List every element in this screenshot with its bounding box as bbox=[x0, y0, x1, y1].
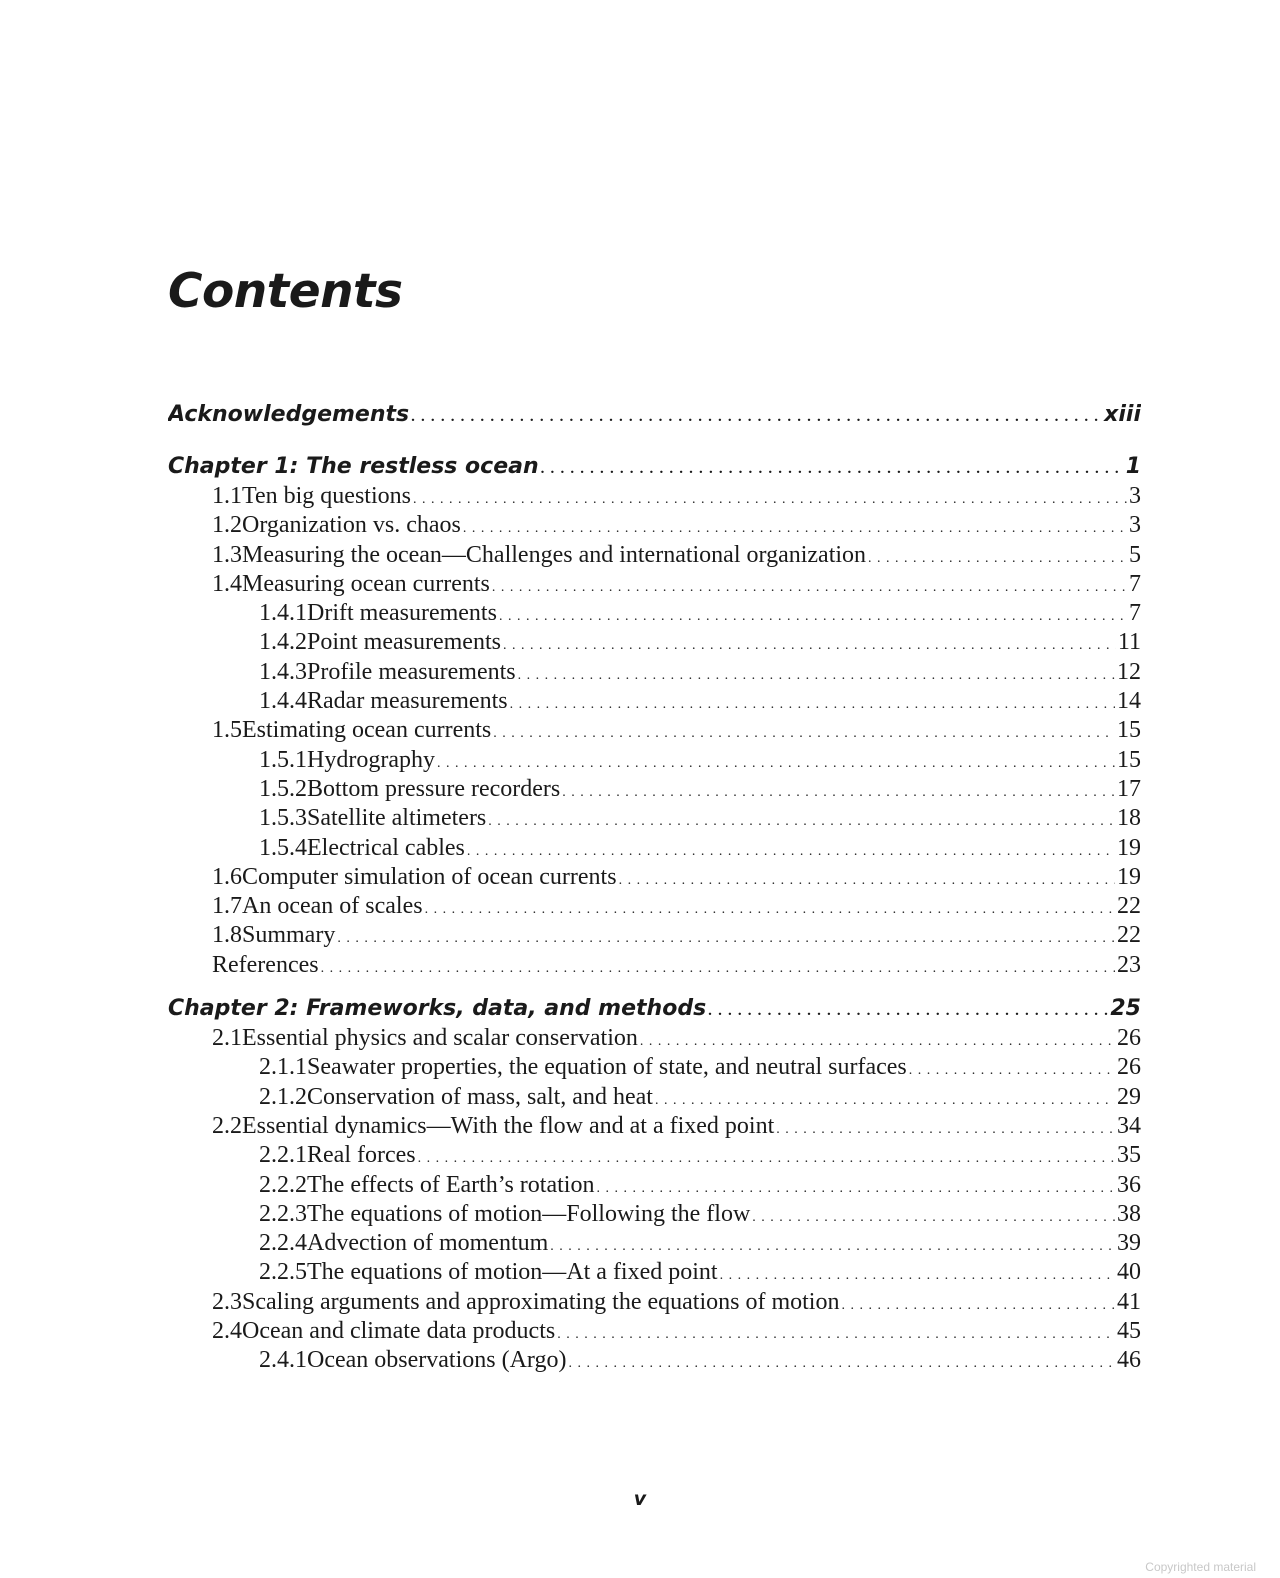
toc-entry-title: Essential physics and scalar conservation bbox=[242, 1025, 638, 1052]
toc-entry[interactable] bbox=[168, 1112, 1141, 1141]
dot-leader bbox=[413, 485, 1127, 511]
toc-subentry[interactable] bbox=[168, 804, 1141, 833]
toc-subentry[interactable] bbox=[168, 628, 1141, 657]
toc-entry-page: 22 bbox=[1117, 922, 1141, 949]
toc-entry-number: 1.5.1 bbox=[259, 746, 307, 773]
toc-entry-number: 2.4 bbox=[212, 1318, 242, 1345]
toc-entry-page: 35 bbox=[1117, 1142, 1141, 1169]
toc-entry-title: Ocean observations (Argo) bbox=[307, 1347, 567, 1374]
dot-leader bbox=[868, 544, 1127, 570]
toc-entry-number: 2.2.5 bbox=[259, 1259, 307, 1286]
toc-entry-number: 1.5 bbox=[212, 717, 242, 744]
dot-leader bbox=[411, 402, 1102, 430]
toc-subentry[interactable] bbox=[168, 1171, 1141, 1200]
toc-entry-title: The effects of Earth’s rotation bbox=[307, 1171, 595, 1198]
toc-entry-title: Essential dynamics—With the flow and at a fixed point bbox=[242, 1112, 775, 1139]
toc-entry-page: xiii bbox=[1104, 402, 1141, 427]
dot-leader bbox=[720, 1261, 1115, 1287]
toc-entry[interactable] bbox=[168, 511, 1141, 540]
dot-leader bbox=[499, 602, 1127, 628]
toc-entry-page: 23 bbox=[1117, 951, 1141, 978]
toc-entry-title: Organization vs. chaos bbox=[242, 512, 461, 539]
toc-entry-number: 1.7 bbox=[212, 893, 242, 920]
dot-leader bbox=[488, 807, 1115, 833]
toc-entry-page: 40 bbox=[1117, 1259, 1141, 1286]
toc-entry-page: 46 bbox=[1117, 1347, 1141, 1374]
toc-subentry[interactable] bbox=[168, 1053, 1141, 1082]
toc-entry-page: 7 bbox=[1129, 600, 1141, 627]
toc-entry-number: 2.1 bbox=[212, 1025, 242, 1052]
table-of-contents bbox=[168, 400, 1141, 1376]
toc-entry-title: Profile measurements bbox=[307, 658, 516, 685]
dot-leader bbox=[321, 954, 1115, 980]
toc-entry-page: 3 bbox=[1129, 483, 1141, 509]
toc-entry-page: 5 bbox=[1129, 541, 1141, 568]
dot-leader bbox=[557, 1320, 1115, 1346]
toc-entry-references[interactable] bbox=[168, 951, 1141, 980]
toc-chapter-page: 25 bbox=[1110, 996, 1141, 1022]
toc-chapter-title: Chapter 1: The restless ocean bbox=[168, 454, 539, 479]
toc-entry-title: Summary bbox=[242, 922, 336, 949]
toc-entry-title: Computer simulation of ocean currents bbox=[242, 863, 617, 890]
toc-entry-page: 26 bbox=[1117, 1025, 1141, 1052]
toc-entry-page: 36 bbox=[1117, 1171, 1141, 1198]
toc-entry-page: 45 bbox=[1117, 1318, 1141, 1345]
toc-entry-title: Real forces bbox=[307, 1142, 416, 1169]
dot-leader bbox=[909, 1056, 1115, 1082]
toc-chapter-title: Chapter 2: Frameworks, data, and methods bbox=[168, 996, 707, 1022]
toc-subentry[interactable] bbox=[168, 775, 1141, 804]
toc-subentry[interactable] bbox=[168, 1083, 1141, 1112]
page-number: v bbox=[633, 1488, 647, 1510]
toc-entry-page: 19 bbox=[1117, 834, 1141, 861]
toc-entry-number: 1.3 bbox=[212, 541, 242, 568]
toc-entry-number: 2.4.1 bbox=[259, 1347, 307, 1374]
toc-entry-title: Drift measurements bbox=[307, 600, 497, 627]
toc-entry-title: Estimating ocean currents bbox=[242, 717, 492, 744]
dot-leader bbox=[655, 1086, 1115, 1112]
toc-entry-title: Electrical cables bbox=[307, 834, 465, 861]
toc-subentry[interactable] bbox=[168, 1229, 1141, 1258]
toc-entry-title: Satellite altimeters bbox=[307, 805, 487, 832]
toc-entry-title: Conservation of mass, salt, and heat bbox=[307, 1083, 653, 1110]
toc-entry[interactable] bbox=[168, 482, 1141, 511]
toc-entry-page: 29 bbox=[1117, 1083, 1141, 1110]
dot-leader bbox=[418, 1144, 1115, 1170]
toc-entry-number: 2.1.1 bbox=[259, 1054, 307, 1081]
toc-entry-page: 15 bbox=[1117, 746, 1141, 773]
toc-entry-number: 2.3 bbox=[212, 1288, 242, 1315]
toc-entry[interactable] bbox=[168, 570, 1141, 599]
toc-entry-page: 11 bbox=[1117, 629, 1141, 656]
dot-leader bbox=[510, 690, 1115, 716]
toc-entry-number: 1.5.4 bbox=[259, 834, 307, 861]
page-title: Contents bbox=[168, 264, 403, 319]
dot-leader bbox=[541, 454, 1124, 482]
toc-entry-page: 22 bbox=[1117, 893, 1141, 920]
toc-entry-page: 19 bbox=[1117, 863, 1141, 890]
toc-entry[interactable] bbox=[168, 1317, 1141, 1346]
toc-entry-title: Advection of momentum bbox=[307, 1230, 549, 1257]
toc-entry-acknowledgements[interactable] bbox=[168, 400, 1141, 430]
toc-chapter-page: 1 bbox=[1125, 454, 1141, 479]
toc-entry[interactable] bbox=[168, 863, 1141, 892]
dot-leader bbox=[841, 1291, 1115, 1317]
toc-entry-title: References bbox=[212, 951, 319, 978]
dot-leader bbox=[493, 719, 1115, 745]
toc-entry-title: Bottom pressure recorders bbox=[307, 775, 561, 802]
toc-subentry[interactable] bbox=[168, 1200, 1141, 1229]
toc-entry-title: Seawater properties, the equation of state, and neutral surfaces bbox=[307, 1054, 907, 1081]
dot-leader bbox=[568, 1349, 1115, 1375]
toc-entry-number: 1.5.2 bbox=[259, 775, 307, 802]
dot-leader bbox=[562, 778, 1115, 804]
dot-leader bbox=[503, 631, 1116, 657]
toc-entry-page: 14 bbox=[1117, 688, 1141, 715]
toc-entry-number: 1.2 bbox=[212, 512, 242, 539]
toc-entry-page: 34 bbox=[1117, 1112, 1141, 1139]
dot-leader bbox=[708, 996, 1108, 1024]
toc-entry-title: Ten big questions bbox=[242, 483, 411, 509]
toc-subentry[interactable] bbox=[168, 687, 1141, 716]
toc-entry-page: 38 bbox=[1117, 1200, 1141, 1227]
spacer bbox=[168, 980, 1141, 994]
toc-entry-title: Point measurements bbox=[307, 629, 501, 656]
toc-entry[interactable] bbox=[168, 1024, 1141, 1053]
toc-entry-title: Acknowledgements bbox=[168, 402, 410, 427]
toc-entry-title: Hydrography bbox=[307, 746, 435, 773]
toc-entry-number: 1.4.4 bbox=[259, 688, 307, 715]
toc-entry-title: An ocean of scales bbox=[242, 893, 423, 920]
toc-entry-title: Measuring ocean currents bbox=[242, 570, 490, 597]
toc-entry-page: 41 bbox=[1117, 1288, 1141, 1315]
toc-entry-title: Measuring the ocean—Challenges and international organization bbox=[242, 541, 867, 568]
toc-entry-page: 18 bbox=[1117, 805, 1141, 832]
toc-entry-number: 1.4.2 bbox=[259, 629, 307, 656]
toc-entry-title: Scaling arguments and approximating the equations of motion bbox=[242, 1288, 840, 1315]
dot-leader bbox=[596, 1174, 1115, 1200]
toc-entry-number: 1.4 bbox=[212, 570, 242, 597]
toc-entry-number: 1.5.3 bbox=[259, 805, 307, 832]
toc-chapter-2[interactable] bbox=[168, 994, 1141, 1024]
toc-entry-page: 39 bbox=[1117, 1230, 1141, 1257]
toc-subentry[interactable] bbox=[168, 1346, 1141, 1375]
toc-subentry[interactable] bbox=[168, 1258, 1141, 1287]
toc-entry-page: 26 bbox=[1117, 1054, 1141, 1081]
toc-entry[interactable] bbox=[168, 921, 1141, 950]
toc-entry-number: 2.2 bbox=[212, 1112, 242, 1139]
dot-leader bbox=[752, 1203, 1115, 1229]
toc-entry-number: 1.4.3 bbox=[259, 658, 307, 685]
toc-entry-number: 2.2.4 bbox=[259, 1230, 307, 1257]
toc-entry-number: 1.1 bbox=[212, 483, 242, 509]
toc-entry-title: The equations of motion—At a fixed point bbox=[307, 1259, 718, 1286]
toc-entry-page: 7 bbox=[1129, 570, 1141, 597]
dot-leader bbox=[550, 1232, 1115, 1258]
toc-subentry[interactable] bbox=[168, 658, 1141, 687]
toc-entry-page: 12 bbox=[1117, 658, 1141, 685]
toc-entry[interactable] bbox=[168, 892, 1141, 921]
dot-leader bbox=[337, 924, 1115, 950]
toc-subentry[interactable] bbox=[168, 834, 1141, 863]
toc-entry-number: 2.2.2 bbox=[259, 1171, 307, 1198]
toc-entry-page: 15 bbox=[1117, 717, 1141, 744]
spacer bbox=[168, 430, 1141, 452]
toc-entry-number: 2.2.1 bbox=[259, 1142, 307, 1169]
toc-entry-title: Radar measurements bbox=[307, 688, 508, 715]
dot-leader bbox=[776, 1115, 1115, 1141]
dot-leader bbox=[437, 749, 1115, 775]
toc-entry-title: Ocean and climate data products bbox=[242, 1318, 556, 1345]
toc-entry-number: 1.8 bbox=[212, 922, 242, 949]
toc-subentry[interactable] bbox=[168, 746, 1141, 775]
dot-leader bbox=[425, 895, 1115, 921]
dot-leader bbox=[619, 866, 1115, 892]
toc-entry-number: 2.1.2 bbox=[259, 1083, 307, 1110]
dot-leader bbox=[640, 1027, 1115, 1053]
dot-leader bbox=[518, 661, 1115, 687]
toc-entry-number: 1.6 bbox=[212, 863, 242, 890]
toc-entry-number: 1.4.1 bbox=[259, 600, 307, 627]
toc-entry[interactable] bbox=[168, 1288, 1141, 1317]
toc-chapter-1[interactable] bbox=[168, 452, 1141, 482]
toc-subentry[interactable] bbox=[168, 599, 1141, 628]
toc-entry[interactable] bbox=[168, 541, 1141, 570]
toc-entry[interactable] bbox=[168, 716, 1141, 745]
toc-entry-page: 3 bbox=[1129, 512, 1141, 539]
toc-entry-title: The equations of motion—Following the flow bbox=[307, 1200, 751, 1227]
copyright-watermark: Copyrighted material bbox=[1145, 1560, 1256, 1574]
dot-leader bbox=[467, 837, 1115, 863]
toc-subentry[interactable] bbox=[168, 1141, 1141, 1170]
toc-entry-page: 17 bbox=[1117, 775, 1141, 802]
dot-leader bbox=[492, 573, 1127, 599]
toc-entry-number: 2.2.3 bbox=[259, 1200, 307, 1227]
dot-leader bbox=[463, 514, 1127, 540]
